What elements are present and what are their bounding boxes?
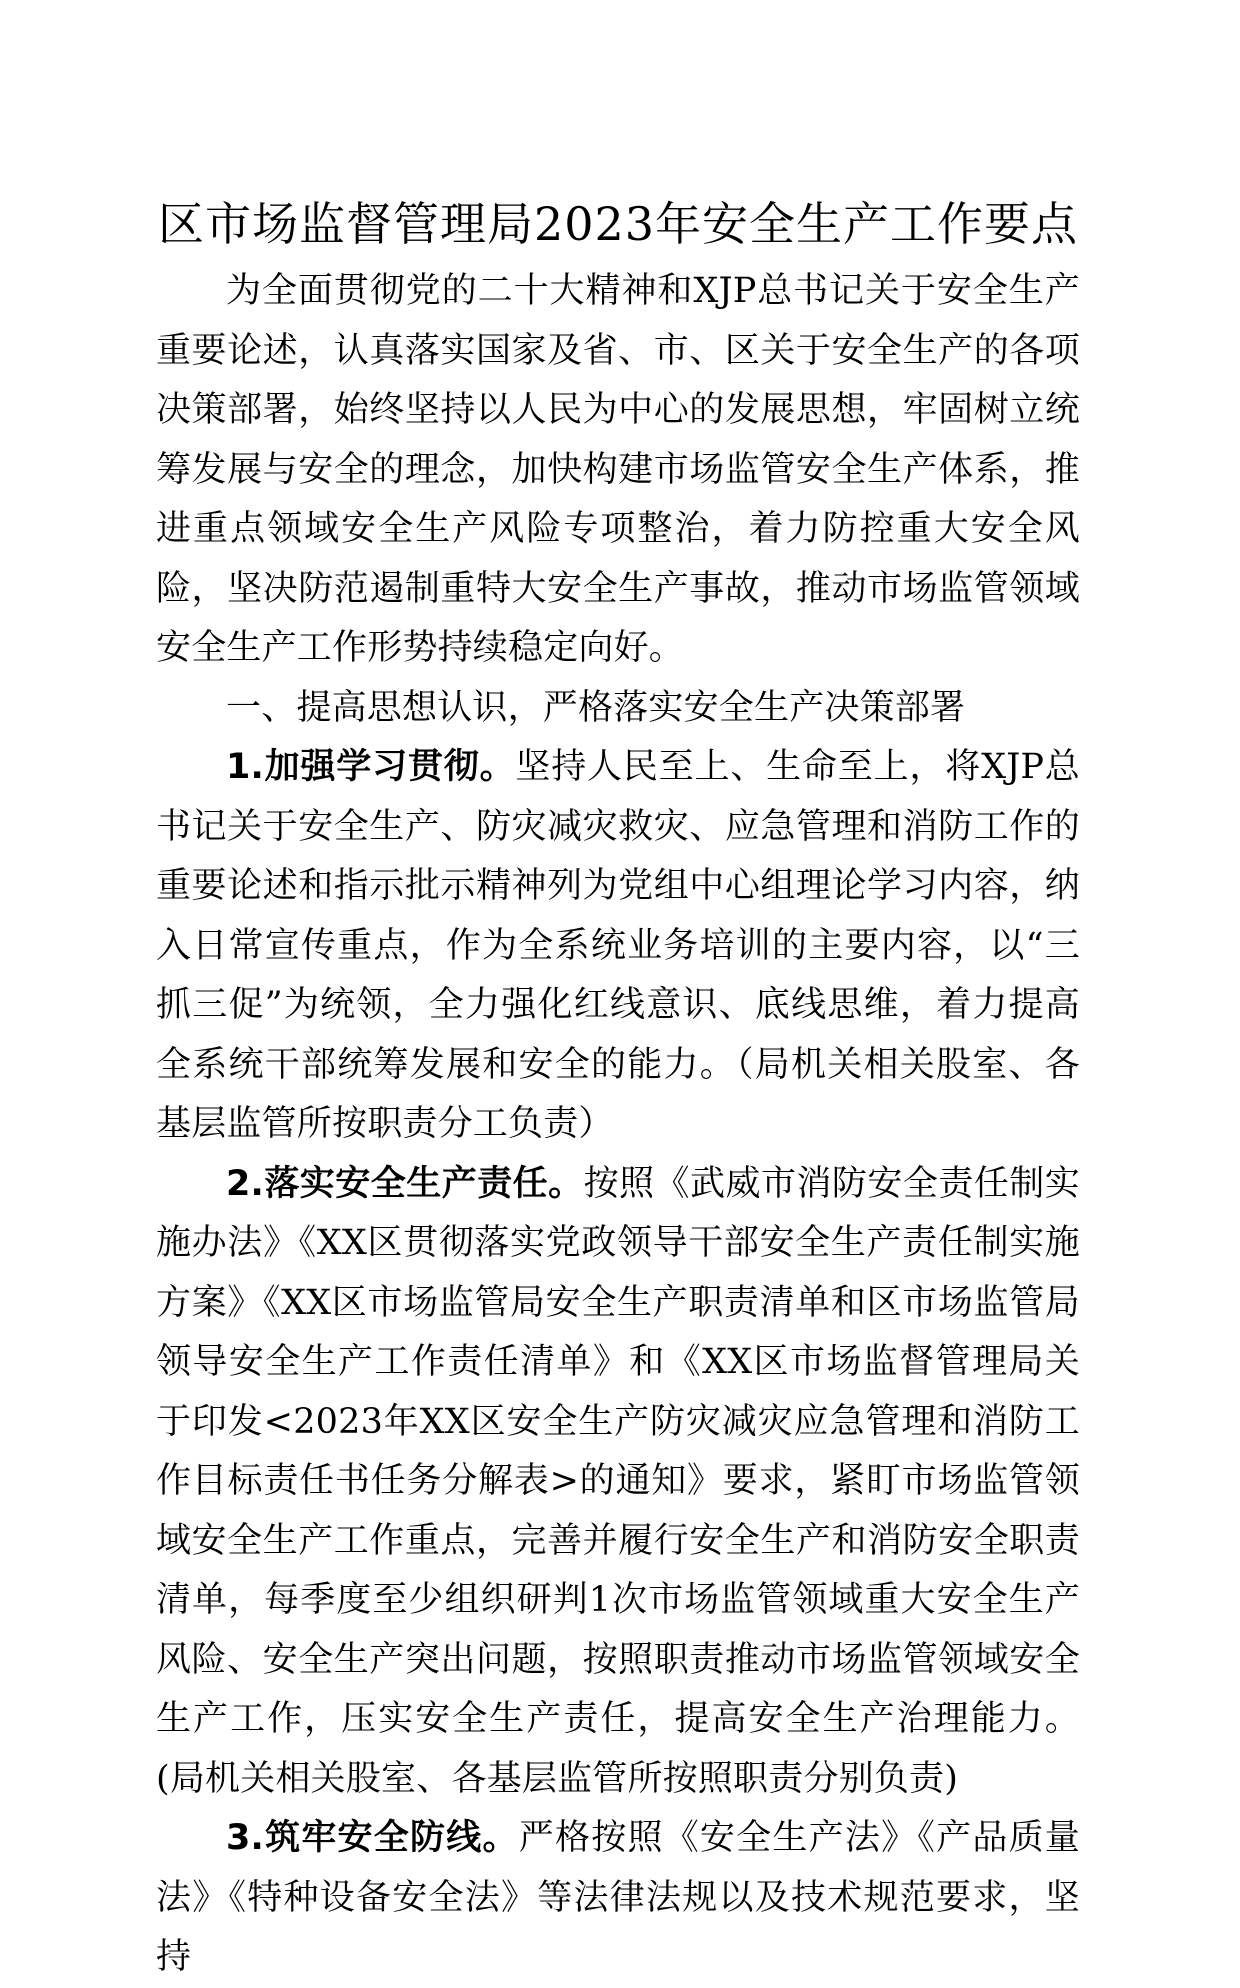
- item-paragraph-3: [156, 1809, 1080, 1988]
- document-title: 区市场监督管理局2023年安全生产工作要点: [157, 197, 1079, 251]
- item-lead-3: 3.筑牢安全防线。: [226, 1818, 519, 1858]
- document-body: [156, 262, 1080, 1988]
- item-lead-1: 1.加强学习贯彻。: [226, 747, 516, 787]
- item-paragraph-2: [156, 1155, 1080, 1810]
- item-text-2: 按照《武威市消防安全责任制实施办法》《XX区贯彻落实党政领导干部安全生产责任制实施方案》《XX区市场监管局安全生产职责清单和区市场监管局领导安全生产工作责任清单》和《XX区市场监督管理局关于印发<2023年XX区安全生产防灾减灾应急管理和消防工作目标责任书任务分解表>的通知》要求，紧盯市场监管领域安全生产工作重点，完善并履行安全生产和消防安全职责清单，每季度至少组织研判1次市场监管领域重大安全生产风险、安全生产突出问题，按照职责推动市场监管领域安全生产工作，压实安全生产责任，提高安全生产治理能力。(局机关相关股室、各基层监管所按照职责分别负责): [156, 1163, 1080, 1799]
- item-paragraph-1: [156, 738, 1080, 1155]
- section-heading-1: 一、提高思想认识，严格落实安全生产决策部署: [226, 687, 966, 728]
- item-text-3: 严格按照《安全生产法》《产品质量法》《特种设备安全法》等法律法规以及技术规范要求，坚持: [156, 1818, 1081, 1977]
- intro-paragraph: 为全面贯彻党的二十大精神和XJP总书记关于安全生产重要论述，认真落实国家及省、市、区关于安全生产的各项决策部署，始终坚持以人民为中心的发展思想，牢固树立统筹发展与安全的理念，加快构建市场监管安全生产体系，推进重点领域安全生产风险专项整治，着力防控重大安全风险，坚决防范遏制重特大安全生产事故，推动市场监管领域安全生产工作形势持续稳定向好。: [156, 271, 1080, 668]
- item-lead-2: 2.落实安全生产责任。: [226, 1163, 584, 1204]
- item-text-1: 坚持人民至上、生命至上，将XJP总书记关于安全生产、防灾减灾救灾、应急管理和消防工作的重要论述和指示批示精神列为党组中心组理论学习内容，纳入日常宣传重点，作为全系统业务培训的主要内容，以“三抓三促”为统领，全力强化红线意识、底线思维，着力提高全系统干部统筹发展和安全的能力。（局机关相关股室、各基层监管所按职责分工负责）: [156, 747, 1081, 1144]
